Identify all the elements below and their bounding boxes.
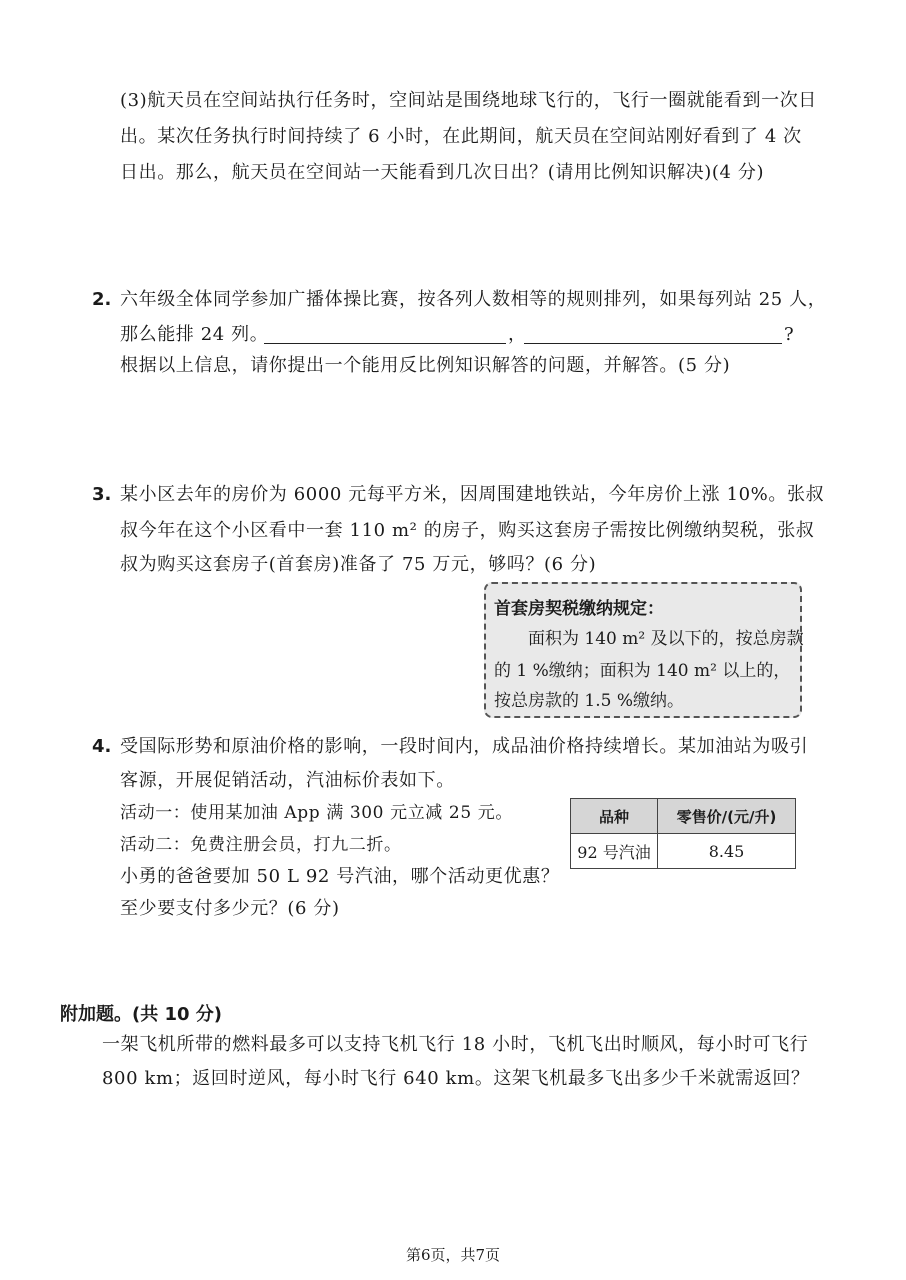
table-header-price: 零售价/(元/升)	[658, 799, 796, 834]
page-number: 第6页，共7页	[405, 1246, 501, 1264]
q3-line-1: 某小区去年的房价为 6000 元每平方米，因周围建地铁站，今年房价上涨 10%。张叔	[120, 484, 825, 505]
q2-answer-blank-1[interactable]	[264, 325, 506, 344]
bonus-line-1: 一架飞机所带的燃料最多可以支持飞机飞行 18 小时，飞机飞出时顺风，每小时可飞行	[102, 1034, 809, 1055]
q3-line-2: 叔今年在这个小区看中一套 110 m² 的房子，购买这套房子需按比例缴纳契税，张叔	[120, 520, 815, 541]
table-row	[571, 834, 796, 869]
bonus-line-2: 800 km；返回时逆风，每小时飞行 640 km。这架飞机最多飞出多少千米就需返回？	[102, 1068, 810, 1089]
q4-activity-2: 活动二：免费注册会员，打九二折。	[120, 835, 402, 855]
bonus-title: 附加题。(共 10 分)	[60, 1004, 223, 1025]
tax-policy-title: 首套房契税缴纳规定：	[494, 599, 664, 619]
q4-question-line-1: 小勇的爸爸要加 50 L 92 号汽油，哪个活动更优惠？	[120, 866, 560, 887]
q2-number: 2.	[92, 289, 112, 310]
q1-part3-line-3: 日出。那么，航天员在空间站一天能看到几次日出？(请用比例知识解决)(4 分)	[120, 162, 765, 183]
tax-policy-box	[484, 582, 802, 718]
tax-policy-line-2: 的 1 %缴纳；面积为 140 m² 以上的，	[494, 661, 791, 681]
q4-line-2: 客源，开展促销活动，汽油标价表如下。	[120, 770, 455, 791]
q2-line-2: 那么能排 24 列。	[120, 324, 269, 345]
q3-number: 3.	[92, 484, 112, 505]
gas-price-table	[570, 798, 796, 869]
q2-comma: ，	[508, 324, 527, 345]
q1-part3-line-2: 出。某次任务执行时间持续了 6 小时，在此期间，航天员在空间站刚好看到了 4 次	[120, 126, 802, 147]
table-cell-type: 92 号汽油	[571, 834, 658, 869]
q4-activity-1: 活动一：使用某加油 App 满 300 元立减 25 元。	[120, 803, 513, 823]
q2-line-3: 根据以上信息，请你提出一个能用反比例知识解答的问题，并解答。(5 分)	[120, 355, 731, 376]
q2-question-mark: ?	[784, 324, 795, 345]
q4-number: 4.	[92, 736, 112, 757]
gas-price-header-row	[571, 799, 796, 834]
q2-line-1: 六年级全体同学参加广播体操比赛，按各列人数相等的规则排列，如果每列站 25 人，	[120, 289, 827, 310]
table-cell-price: 8.45	[658, 834, 796, 869]
table-header-type: 品种	[571, 799, 658, 834]
q3-line-3: 叔为购买这套房子(首套房)准备了 75 万元，够吗？(6 分)	[120, 554, 597, 575]
tax-policy-line-1: 面积为 140 m² 及以下的，按总房款	[528, 629, 804, 649]
tax-policy-line-3: 按总房款的 1.5 %缴纳。	[494, 691, 684, 711]
q4-line-1: 受国际形势和原油价格的影响，一段时间内，成品油价格持续增长。某加油站为吸引	[120, 736, 809, 757]
q1-part3-line-1: (3)航天员在空间站执行任务时，空间站是围绕地球飞行的，飞行一圈就能看到一次日	[120, 90, 817, 111]
q2-answer-blank-2[interactable]	[524, 325, 782, 344]
q4-question-line-2: 至少要支付多少元？(6 分)	[120, 898, 340, 919]
